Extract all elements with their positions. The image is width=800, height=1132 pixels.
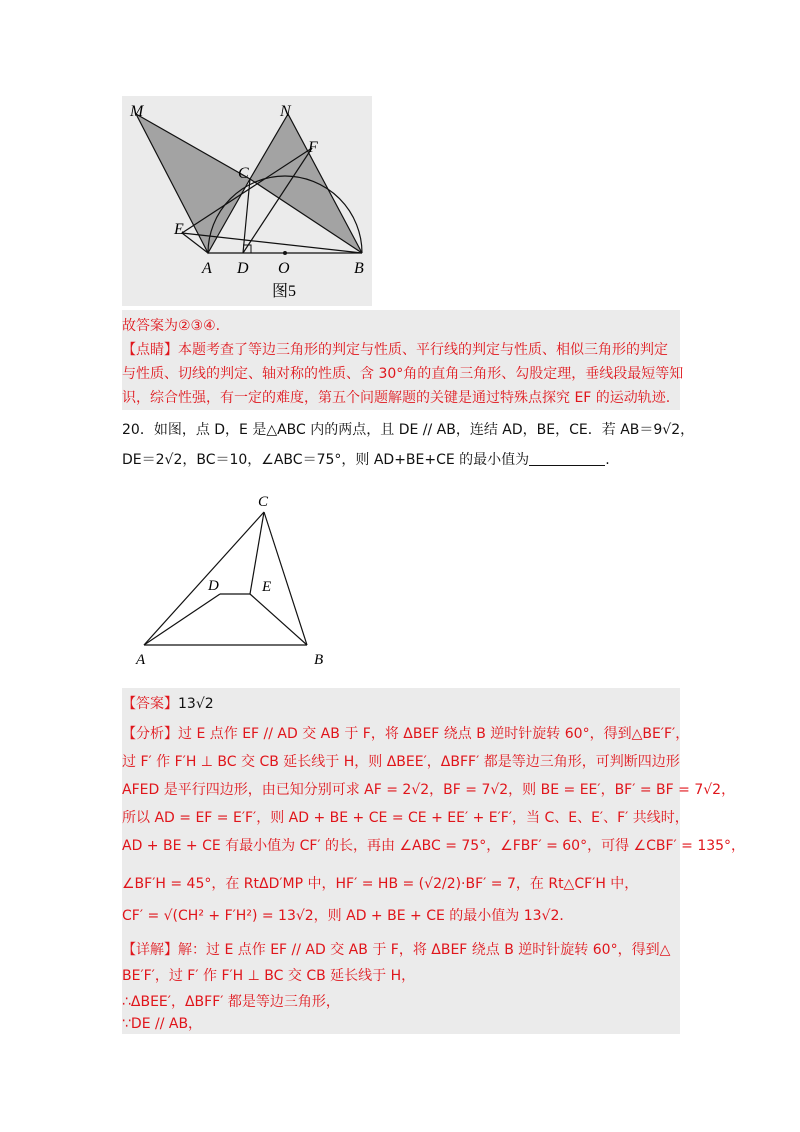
label-N: N (280, 103, 291, 120)
analysis-line-7: CF′ = √(CH² + F′H²) = 13√2，则 AD + BE + CE 的最小值为 13√2． (122, 908, 574, 924)
answer-value: 13√2 (178, 696, 214, 712)
analysis-line-4: 所以 AD = EF = E′F′，则 AD + BE + CE = CE + EE′ + E′F′，当 C、E、E′、F′ 共线时， (122, 810, 689, 826)
dianjing-line-1: 【点睛】本题考查了等边三角形的判定与性质、平行线的判定与性质、相似三角形的判定 (122, 342, 668, 358)
segment-AC (144, 512, 264, 645)
label-F: F (308, 139, 318, 156)
label-A: A (136, 652, 146, 668)
figure5-panel (122, 96, 372, 306)
segment-AD (144, 594, 220, 645)
answer-line (122, 694, 214, 714)
question-line-2-end: . (605, 452, 610, 468)
label-O: O (278, 260, 290, 277)
dianjing-line-3: 识，综合性强，有一定的难度，第五个问题解题的关键是通过特殊点探究 EF 的运动轨迹. (122, 390, 671, 406)
question-line-2 (122, 450, 610, 470)
question-line-2-text: DE＝2√2，BC＝10，∠ABC＝75°，则 AD+BE+CE 的最小值为 (122, 452, 530, 468)
question-line-1: 20．如图，点 D，E 是△ABC 内的两点，且 DE // AB，连结 AD，BE，CE．若 AB＝9√2， (122, 422, 695, 438)
detail-line-2: BE′F′，过 F′ 作 F′H ⊥ BC 交 CB 延长线于 H， (122, 968, 416, 984)
label-D: D (237, 260, 249, 277)
analysis-line-3: AFED 是平行四边形，由已知分别可求 AF = 2√2，BF = 7√2，则 BE = EE′，BF′ = BF = 7√2， (122, 782, 736, 798)
label-C: C (238, 165, 249, 182)
figure5-diagram (122, 96, 372, 306)
triangle-NCB (250, 114, 362, 253)
question-figure (122, 492, 342, 670)
label-D: D (208, 578, 219, 594)
answer-blank (529, 451, 605, 466)
label-E: E (174, 221, 184, 238)
analysis-line-6: ∠BF′H = 45°，在 RtΔD′MP 中，HF′ = HB = (√2/2)·BF′ = 7，在 Rt△CF′H 中， (122, 876, 639, 892)
analysis-line-2: 过 F′ 作 F′H ⊥ BC 交 CB 延长线于 H，则 ΔBEE′，ΔBFF′ 都是等边三角形，可判断四边形 (122, 754, 680, 770)
dianjing-line-2: 与性质、切线的判定、轴对称的性质、含 30°角的直角三角形、勾股定理，垂线段最短等知 (122, 366, 684, 382)
triangle-MAC (136, 114, 250, 253)
label-M: M (130, 103, 144, 120)
label-C: C (258, 494, 269, 510)
point-O (283, 251, 287, 255)
previous-answer: 故答案为②③④. (122, 318, 221, 334)
detail-line-1: 【详解】解：过 E 点作 EF // AD 交 AB 于 F，将 ΔBEF 绕点 B 逆时针旋转 60°，得到△ (122, 942, 671, 958)
detail-line-3: ∴ΔBEE′，ΔBFF′ 都是等边三角形， (122, 994, 340, 1010)
label-B: B (314, 652, 324, 668)
figure-caption: 图5 (272, 283, 297, 300)
label-B: B (354, 260, 364, 277)
detail-line-4: ∵DE // AB， (122, 1016, 203, 1032)
analysis-line-1: 【分析】过 E 点作 EF // AD 交 AB 于 F，将 ΔBEF 绕点 B 逆时针旋转 60°，得到△BE′F′， (122, 726, 690, 742)
label-E: E (262, 579, 272, 595)
analysis-line-5: AD + BE + CE 有最小值为 CF′ 的长，再由 ∠ABC = 75°，∠FBF′ = 60°，可得 ∠CBF′ = 135°， (122, 838, 746, 854)
answer-label: 【答案】 (122, 696, 178, 712)
label-A: A (202, 260, 212, 277)
